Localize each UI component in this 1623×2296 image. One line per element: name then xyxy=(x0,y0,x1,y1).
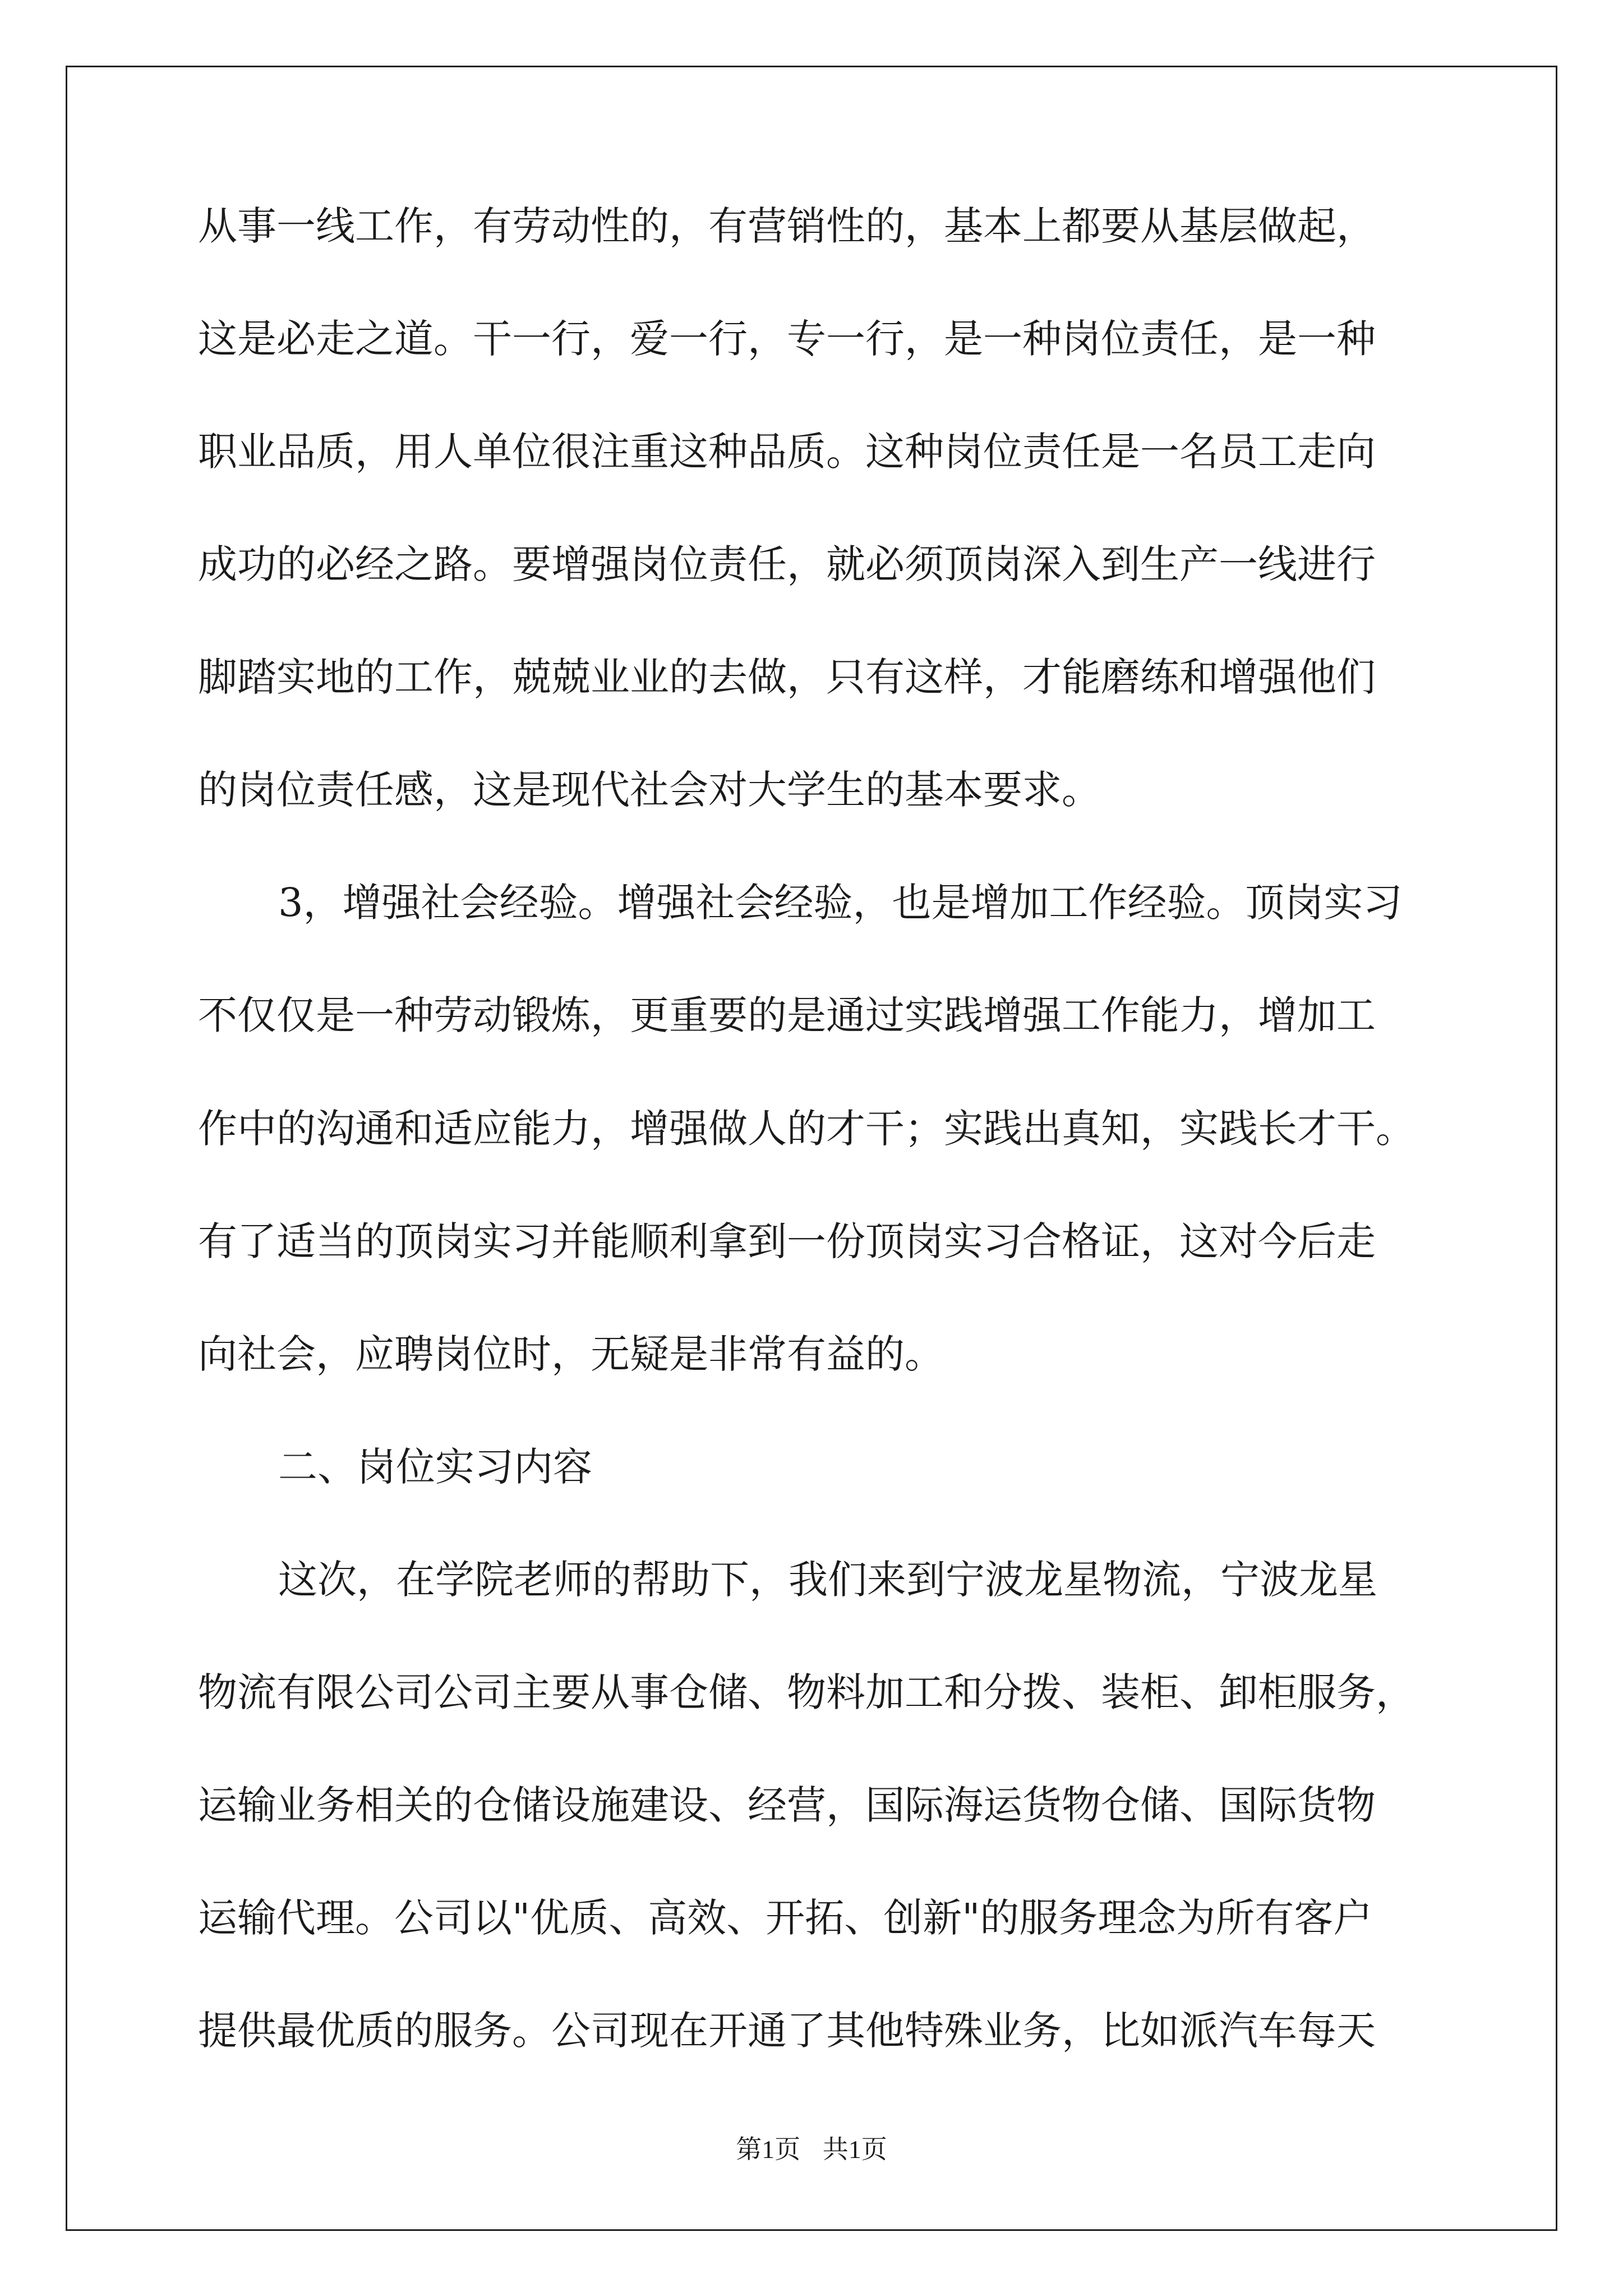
page-number: 第1页 xyxy=(736,2135,801,2164)
page-footer xyxy=(0,2129,1623,2166)
paragraph-line: 向社会，应聘岗位时，无疑是非常有益的。 xyxy=(198,1331,944,1377)
paragraph-line: 不仅仅是一种劳动锻炼，更重要的是通过实践增强工作能力，增加工 xyxy=(198,992,1376,1038)
paragraph-line: 3，增强社会经验。增强社会经验，也是增加工作经验。顶岗实习 xyxy=(278,880,1403,926)
paragraph-line: 作中的沟通和适应能力，增强做人的才干；实践出真知，实践长才干。 xyxy=(198,1106,1415,1152)
paragraph-line: 成功的必经之路。要增强岗位责任，就必须顶岗深入到生产一线进行 xyxy=(198,541,1376,587)
paragraph-line: 运输业务相关的仓储设施建设、经营，国际海运货物仓储、国际货物 xyxy=(198,1782,1376,1828)
paragraph-line: 有了适当的顶岗实习并能顺利拿到一份顶岗实习合格证，这对今后走 xyxy=(198,1218,1376,1264)
paragraph-line: 脚踏实地的工作，兢兢业业的去做，只有这样，才能磨练和增强他们 xyxy=(198,654,1376,700)
paragraph-line: 职业品质，用人单位很注重这种品质。这种岗位责任是一名员工走向 xyxy=(198,429,1376,475)
paragraph-line: 提供最优质的服务。公司现在开通了其他特殊业务，比如派汽车每天 xyxy=(198,2008,1376,2054)
paragraph-line: 这次，在学院老师的帮助下，我们来到宁波龙星物流，宁波龙星 xyxy=(278,1557,1377,1603)
section-heading: 二、岗位实习内容 xyxy=(278,1444,592,1490)
paragraph-line: 从事一线工作，有劳动性的，有营销性的，基本上都要从基层做起， xyxy=(198,203,1376,249)
paragraph-line: 的岗位责任感，这是现代社会对大学生的基本要求。 xyxy=(198,767,1101,813)
paragraph-line: 运输代理。公司以"优质、高效、开拓、创新"的服务理念为所有客户 xyxy=(198,1895,1373,1941)
paragraph-line: 物流有限公司公司主要从事仓储、物料加工和分拨、装柜、卸柜服务， xyxy=(198,1669,1415,1715)
paragraph-line: 这是必走之道。干一行，爱一行，专一行，是一种岗位责任，是一种 xyxy=(198,316,1376,362)
page-total: 共1页 xyxy=(822,2135,887,2164)
